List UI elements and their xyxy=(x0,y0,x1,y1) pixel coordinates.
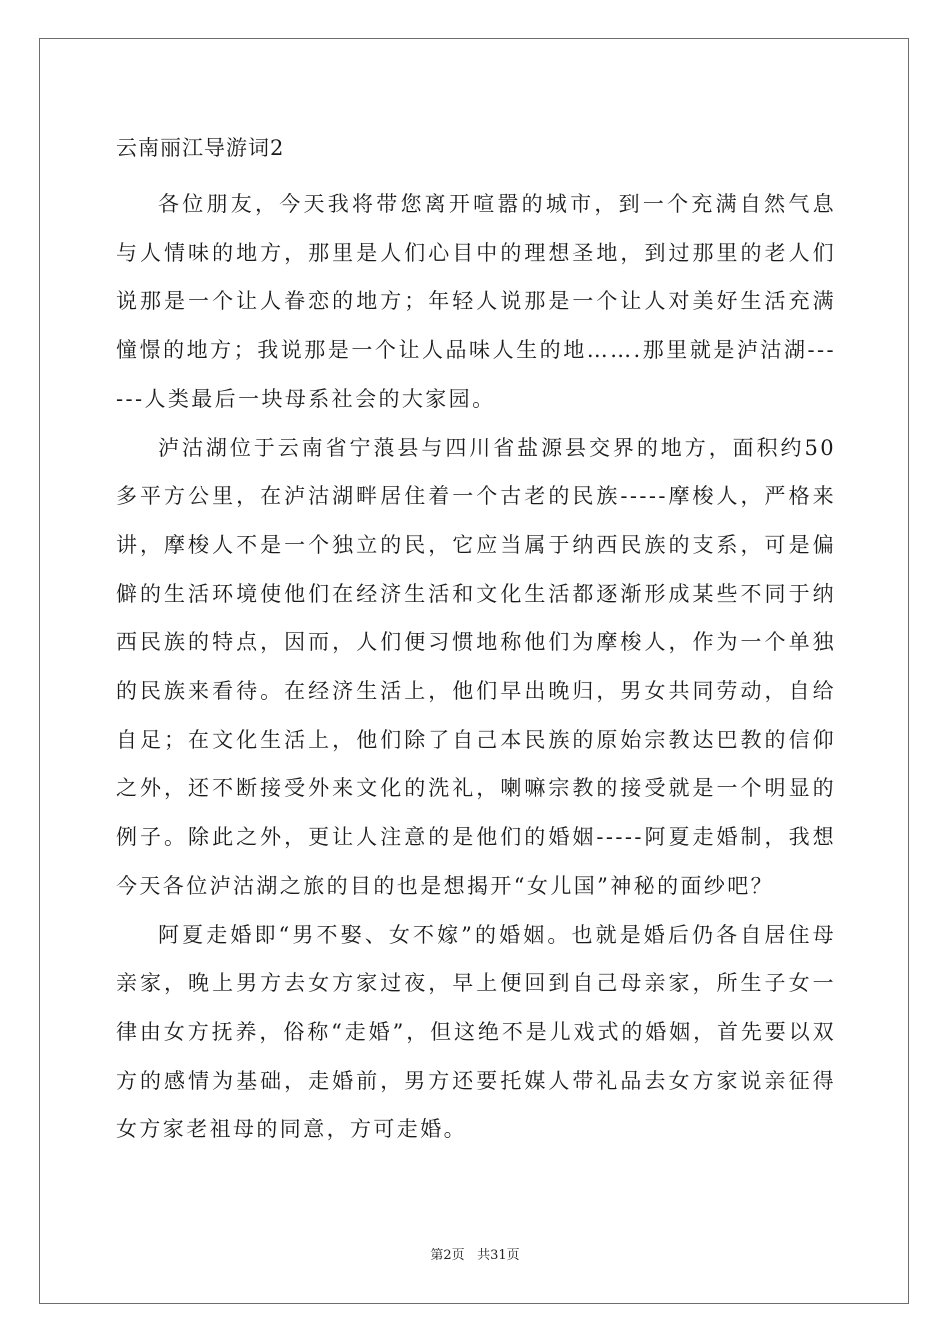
document-body xyxy=(116,180,836,1154)
page-number: 第2页 xyxy=(430,1248,465,1263)
paragraph-lugu-lake: 泸沽湖位于云南省宁蒗县与四川省盐源县交界的地方，面积约50多平方公里，在泸沽湖畔居住着一个古老的民族-----摩梭人，严格来讲，摩梭人不是一个独立的民，它应当属于纳西民族的支系，可是偏僻的生活环境使他们在经济生活和文化生活都逐渐形成某些不同于纳西民族的特点，因而，人们便习惯地称他们为摩梭人，作为一个单独的民族来看待。在经济生活上，他们早出晚归，男女共同劳动，自给自足；在文化生活上，他们除了自己本民族的原始宗教达巴教的信仰之外，还不断接受外来文化的洗礼，喇嘛宗教的接受就是一个明显的例子。除此之外，更让人注意的是他们的婚姻-----阿夏走婚制，我想今天各位泸沽湖之旅的目的也是想揭开“女儿国”神秘的面纱吧？ xyxy=(116,435,836,898)
paragraph-axia-marriage: 阿夏走婚即“男不娶、女不嫁”的婚姻。也就是婚后仍各自居住母亲家，晚上男方去女方家过夜，早上便回到自己母亲家，所生子女一律由女方抚养，俗称“走婚”，但这绝不是儿戏式的婚姻，首先要以双方的感情为基础，走婚前，男方还要托媒人带礼品去女方家说亲征得女方家老祖母的同意，方可走婚。 xyxy=(116,922,836,1142)
document-title: 云南丽江导游词2 xyxy=(116,136,285,160)
page-footer xyxy=(0,1247,950,1265)
page-total: 共31页 xyxy=(477,1248,520,1263)
paragraph-intro: 各位朋友，今天我将带您离开喧嚣的城市，到一个充满自然气息与人情味的地方，那里是人们心目中的理想圣地，到过那里的老人们说那是一个让人眷恋的地方；年轻人说那是一个让人对美好生活充满憧憬的地方；我说那是一个让人品味人生的地…….那里就是泸沽湖------人类最后一块母系社会的大家园。 xyxy=(116,192,836,411)
